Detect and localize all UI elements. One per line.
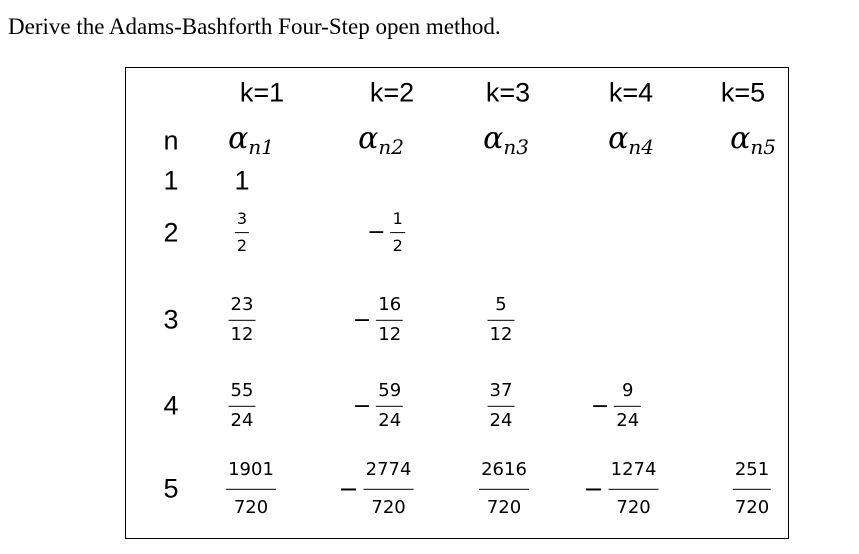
coef-3-1: $\frac{23}{12}$ xyxy=(230,293,254,345)
coef-5-1: $\frac{1901}{720}$ xyxy=(228,458,274,518)
alpha-n1: $\alpha_{n1}$ xyxy=(228,121,274,159)
row-label-n2: 2 xyxy=(163,217,179,248)
alpha-n4: $\alpha_{n4}$ xyxy=(608,121,654,159)
row-label-n4: 4 xyxy=(163,390,179,421)
row-label-n5: 5 xyxy=(163,473,179,504)
coef-5-3: $\frac{2616}{720}$ xyxy=(481,458,527,518)
coef-4-2: − $\frac{59}{24}$ xyxy=(352,379,402,431)
coef-1-1: 1 xyxy=(234,165,250,196)
coef-3-2: − $\frac{16}{12}$ xyxy=(352,293,402,345)
header-k3: k=3 xyxy=(485,77,531,108)
coef-4-3: $\frac{37}{24}$ xyxy=(489,379,513,431)
coef-2-2: − $\frac{1}{2}$ xyxy=(367,209,403,256)
coef-5-4: − $\frac{1274}{720}$ xyxy=(583,458,657,518)
header-k1: k=1 xyxy=(239,77,285,108)
row-label-n3: 3 xyxy=(163,304,179,335)
alpha-n2: $\alpha_{n2}$ xyxy=(358,121,404,159)
alpha-n3: $\alpha_{n3}$ xyxy=(483,121,529,159)
header-k4: k=4 xyxy=(608,77,654,108)
alpha-n5: $\alpha_{n5}$ xyxy=(730,121,776,159)
header-k5: k=5 xyxy=(720,77,766,108)
header-k2: k=2 xyxy=(369,77,415,108)
coef-2-1: $\frac{3}{2}$ xyxy=(236,209,248,256)
coefficient-table xyxy=(125,67,789,539)
coef-5-2: − $\frac{2774}{720}$ xyxy=(338,458,412,518)
row-label-n1: 1 xyxy=(163,165,179,196)
coef-4-1: $\frac{55}{24}$ xyxy=(230,379,254,431)
coef-5-5: $\frac{251}{720}$ xyxy=(734,458,770,518)
header-n: n xyxy=(163,125,179,156)
coef-3-3: $\frac{5}{12}$ xyxy=(489,293,513,345)
coef-4-4: − $\frac{9}{24}$ xyxy=(590,379,640,431)
page-title: Derive the Adams-Bashforth Four-Step open method. xyxy=(8,14,501,39)
